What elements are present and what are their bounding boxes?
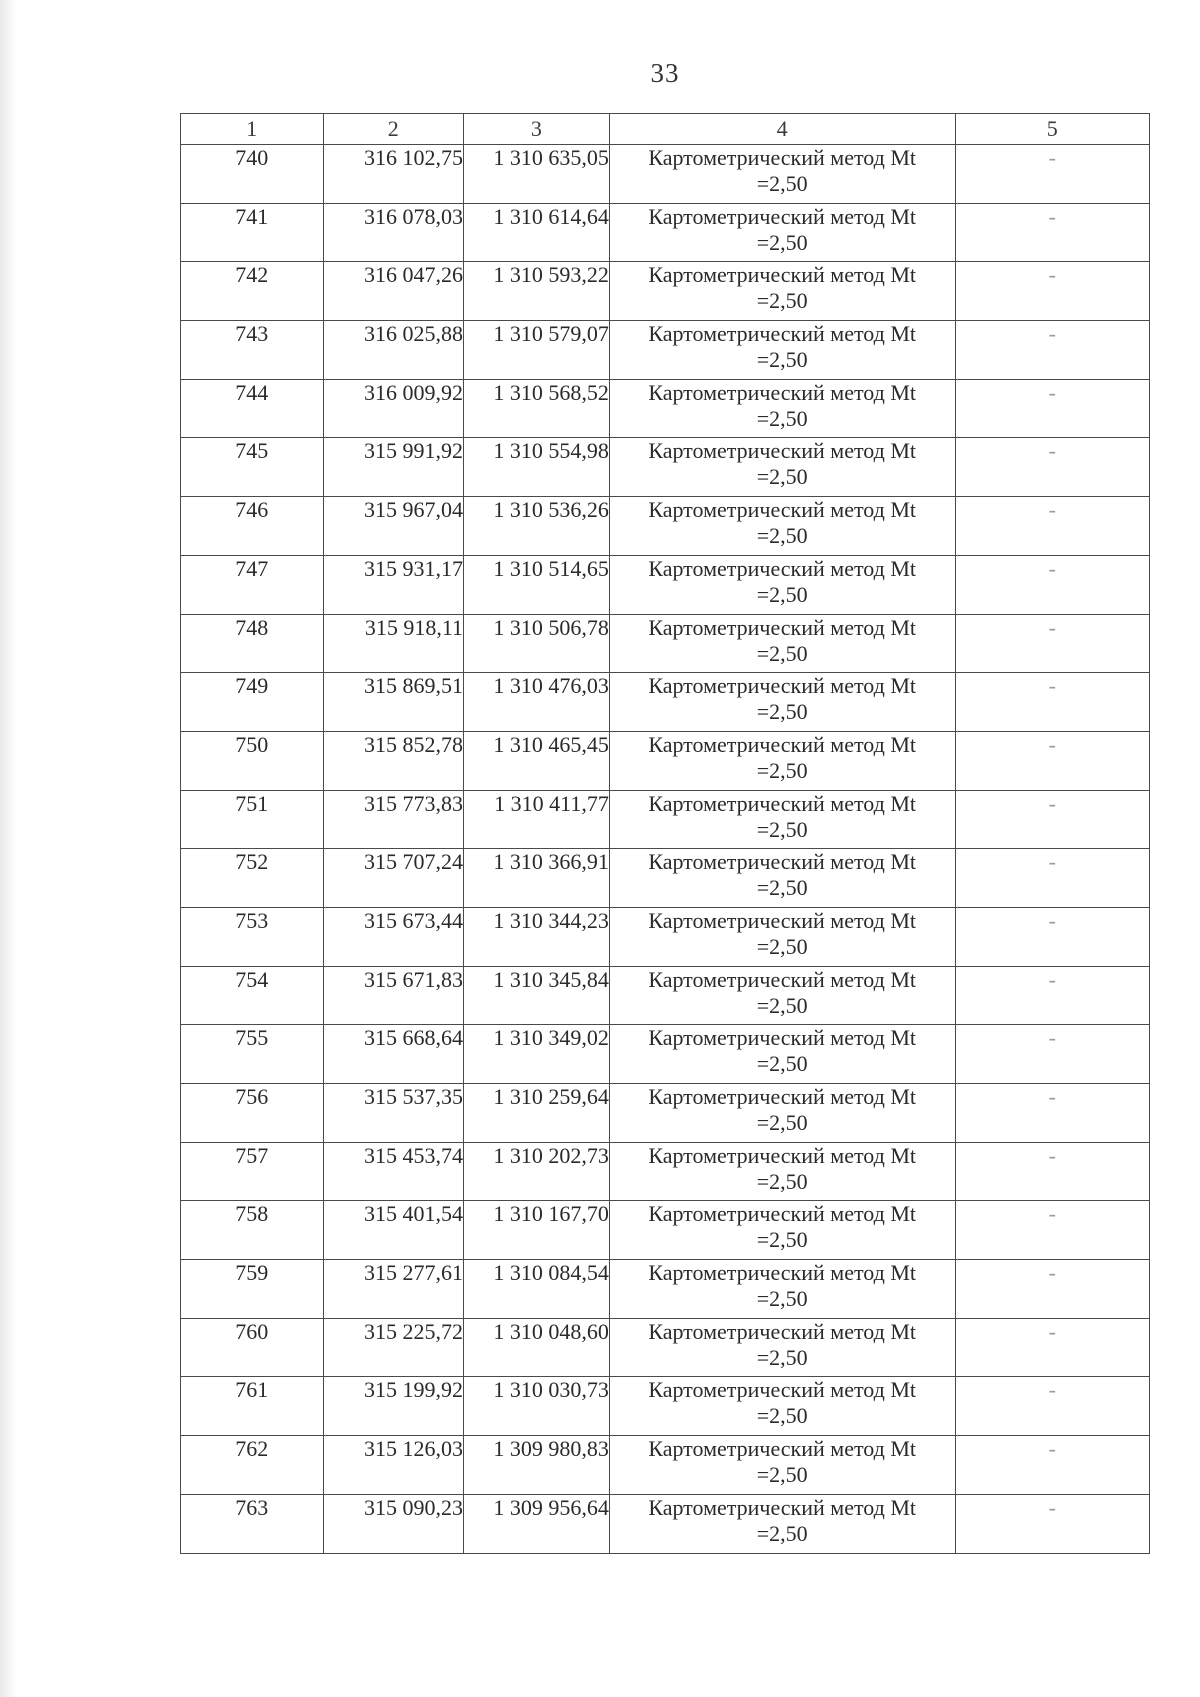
method-cell <box>609 849 955 908</box>
table-row <box>181 1025 1150 1084</box>
point-number-cell: 745 <box>181 438 324 497</box>
table-row <box>181 145 1150 204</box>
note-cell: - <box>955 1436 1149 1495</box>
point-number-cell: 743 <box>181 321 324 380</box>
method-cell <box>609 438 955 497</box>
y-coordinate-cell: 1 310 259,64 <box>464 1084 610 1143</box>
x-coordinate-cell: 316 047,26 <box>323 262 463 321</box>
note-cell: - <box>955 849 1149 908</box>
point-number-cell: 747 <box>181 555 324 614</box>
point-number-cell: 744 <box>181 379 324 438</box>
coordinates-table <box>180 113 1150 1554</box>
method-cell <box>609 497 955 556</box>
method-text: Картометрический метод Mt <box>648 731 917 757</box>
method-cell <box>609 1142 955 1201</box>
note-cell: - <box>955 907 1149 966</box>
x-coordinate-cell: 315 671,83 <box>323 966 463 1025</box>
table-row <box>181 907 1150 966</box>
y-coordinate-cell: 1 310 506,78 <box>464 614 610 673</box>
accuracy-value: =2,50 <box>756 992 808 1018</box>
point-number-cell: 741 <box>181 203 324 262</box>
method-cell <box>609 1025 955 1084</box>
y-coordinate-cell: 1 310 568,52 <box>464 379 610 438</box>
accuracy-value: =2,50 <box>756 933 808 959</box>
y-coordinate-cell: 1 310 366,91 <box>464 849 610 908</box>
accuracy-value: =2,50 <box>756 347 808 373</box>
point-number-cell: 751 <box>181 790 324 849</box>
table-row <box>181 1318 1150 1377</box>
table-row <box>181 438 1150 497</box>
method-text: Картометрический метод Mt <box>648 1142 917 1168</box>
x-coordinate-cell: 315 225,72 <box>323 1318 463 1377</box>
note-cell: - <box>955 497 1149 556</box>
point-number-cell: 748 <box>181 614 324 673</box>
x-coordinate-cell: 315 869,51 <box>323 673 463 732</box>
method-text: Картометрический метод Mt <box>648 907 917 933</box>
note-cell: - <box>955 1201 1149 1260</box>
accuracy-value: =2,50 <box>756 1403 808 1429</box>
method-cell <box>609 145 955 204</box>
table-row <box>181 1084 1150 1143</box>
x-coordinate-cell: 315 126,03 <box>323 1436 463 1495</box>
note-cell: - <box>955 321 1149 380</box>
point-number-cell: 763 <box>181 1494 324 1553</box>
table-header-row <box>181 114 1150 145</box>
y-coordinate-cell: 1 310 635,05 <box>464 145 610 204</box>
table-row <box>181 203 1150 262</box>
x-coordinate-cell: 315 277,61 <box>323 1260 463 1319</box>
note-cell: - <box>955 673 1149 732</box>
column-header-2: 2 <box>323 114 463 145</box>
x-coordinate-cell: 315 090,23 <box>323 1494 463 1553</box>
y-coordinate-cell: 1 310 476,03 <box>464 673 610 732</box>
x-coordinate-cell: 316 009,92 <box>323 379 463 438</box>
y-coordinate-cell: 1 310 465,45 <box>464 731 610 790</box>
accuracy-value: =2,50 <box>756 171 808 196</box>
y-coordinate-cell: 1 310 614,64 <box>464 203 610 262</box>
note-cell: - <box>955 555 1149 614</box>
y-coordinate-cell: 1 310 344,23 <box>464 907 610 966</box>
method-cell <box>609 262 955 321</box>
table-body <box>181 145 1150 1554</box>
method-cell <box>609 1201 955 1260</box>
table-row <box>181 1377 1150 1436</box>
method-text: Картометрический метод Mt <box>648 790 917 816</box>
x-coordinate-cell: 316 078,03 <box>323 203 463 262</box>
x-coordinate-cell: 315 668,64 <box>323 1025 463 1084</box>
table-row <box>181 966 1150 1025</box>
method-cell <box>609 1494 955 1553</box>
point-number-cell: 759 <box>181 1260 324 1319</box>
y-coordinate-cell: 1 310 593,22 <box>464 262 610 321</box>
y-coordinate-cell: 1 309 956,64 <box>464 1494 610 1553</box>
table-row <box>181 1142 1150 1201</box>
table-row <box>181 262 1150 321</box>
x-coordinate-cell: 315 918,11 <box>323 614 463 673</box>
x-coordinate-cell: 316 102,75 <box>323 145 463 204</box>
y-coordinate-cell: 1 310 030,73 <box>464 1377 610 1436</box>
accuracy-value: =2,50 <box>756 816 808 842</box>
table-row <box>181 555 1150 614</box>
y-coordinate-cell: 1 310 202,73 <box>464 1142 610 1201</box>
table-row <box>181 321 1150 380</box>
scan-edge-shadow <box>0 0 16 1697</box>
note-cell: - <box>955 790 1149 849</box>
method-cell <box>609 1377 955 1436</box>
point-number-cell: 753 <box>181 907 324 966</box>
table-row <box>181 1260 1150 1319</box>
method-cell <box>609 614 955 673</box>
method-text: Картометрический метод Mt <box>648 1260 917 1286</box>
x-coordinate-cell: 315 852,78 <box>323 731 463 790</box>
point-number-cell: 757 <box>181 1142 324 1201</box>
y-coordinate-cell: 1 310 514,65 <box>464 555 610 614</box>
table-row <box>181 614 1150 673</box>
method-text: Картометрический метод Mt <box>648 1318 917 1344</box>
point-number-cell: 760 <box>181 1318 324 1377</box>
method-text: Картометрический метод Mt <box>648 203 917 229</box>
accuracy-value: =2,50 <box>756 875 808 901</box>
note-cell: - <box>955 203 1149 262</box>
x-coordinate-cell: 315 773,83 <box>323 790 463 849</box>
method-text: Картометрический метод Mt <box>648 497 917 523</box>
method-cell <box>609 1260 955 1319</box>
accuracy-value: =2,50 <box>756 1168 808 1194</box>
method-text: Картометрический метод Mt <box>648 145 917 170</box>
accuracy-value: =2,50 <box>756 1344 808 1370</box>
method-text: Картометрический метод Mt <box>648 966 917 992</box>
note-cell: - <box>955 1084 1149 1143</box>
y-coordinate-cell: 1 310 349,02 <box>464 1025 610 1084</box>
note-cell: - <box>955 1318 1149 1377</box>
accuracy-value: =2,50 <box>756 523 808 549</box>
table-row <box>181 379 1150 438</box>
column-header-3: 3 <box>464 114 610 145</box>
method-text: Картометрический метод Mt <box>648 673 917 699</box>
method-cell <box>609 1436 955 1495</box>
table-row <box>181 1494 1150 1553</box>
note-cell: - <box>955 966 1149 1025</box>
table-row <box>181 497 1150 556</box>
accuracy-value: =2,50 <box>756 229 808 255</box>
accuracy-value: =2,50 <box>756 405 808 431</box>
x-coordinate-cell: 315 199,92 <box>323 1377 463 1436</box>
table-row <box>181 731 1150 790</box>
x-coordinate-cell: 315 931,17 <box>323 555 463 614</box>
y-coordinate-cell: 1 310 345,84 <box>464 966 610 1025</box>
y-coordinate-cell: 1 310 411,77 <box>464 790 610 849</box>
table-row <box>181 673 1150 732</box>
accuracy-value: =2,50 <box>756 1462 808 1488</box>
method-cell <box>609 203 955 262</box>
point-number-cell: 762 <box>181 1436 324 1495</box>
note-cell: - <box>955 438 1149 497</box>
accuracy-value: =2,50 <box>756 1227 808 1253</box>
point-number-cell: 754 <box>181 966 324 1025</box>
method-text: Картометрический метод Mt <box>648 849 917 875</box>
method-text: Картометрический метод Mt <box>648 1436 917 1462</box>
accuracy-value: =2,50 <box>756 640 808 666</box>
method-text: Картометрический метод Mt <box>648 1494 917 1520</box>
y-coordinate-cell: 1 310 084,54 <box>464 1260 610 1319</box>
point-number-cell: 740 <box>181 145 324 204</box>
method-text: Картометрический метод Mt <box>648 1377 917 1403</box>
note-cell: - <box>955 1260 1149 1319</box>
y-coordinate-cell: 1 310 579,07 <box>464 321 610 380</box>
point-number-cell: 746 <box>181 497 324 556</box>
table-row <box>181 790 1150 849</box>
y-coordinate-cell: 1 309 980,83 <box>464 1436 610 1495</box>
table-row <box>181 1201 1150 1260</box>
note-cell: - <box>955 379 1149 438</box>
point-number-cell: 742 <box>181 262 324 321</box>
x-coordinate-cell: 315 707,24 <box>323 849 463 908</box>
note-cell: - <box>955 731 1149 790</box>
y-coordinate-cell: 1 310 554,98 <box>464 438 610 497</box>
accuracy-value: =2,50 <box>756 288 808 314</box>
method-text: Картометрический метод Mt <box>648 1025 917 1051</box>
point-number-cell: 752 <box>181 849 324 908</box>
method-cell <box>609 673 955 732</box>
x-coordinate-cell: 315 453,74 <box>323 1142 463 1201</box>
method-cell <box>609 907 955 966</box>
note-cell: - <box>955 1142 1149 1201</box>
table-row <box>181 1436 1150 1495</box>
method-cell <box>609 1084 955 1143</box>
method-text: Картометрический метод Mt <box>648 321 917 347</box>
point-number-cell: 761 <box>181 1377 324 1436</box>
column-header-4: 4 <box>609 114 955 145</box>
method-text: Картометрический метод Mt <box>648 555 917 581</box>
accuracy-value: =2,50 <box>756 1286 808 1312</box>
accuracy-value: =2,50 <box>756 581 808 607</box>
accuracy-value: =2,50 <box>756 1110 808 1135</box>
method-text: Картометрический метод Mt <box>648 438 917 464</box>
accuracy-value: =2,50 <box>756 699 808 725</box>
method-cell <box>609 790 955 849</box>
table-row <box>181 849 1150 908</box>
method-text: Картометрический метод Mt <box>648 614 917 640</box>
accuracy-value: =2,50 <box>756 464 808 490</box>
x-coordinate-cell: 315 401,54 <box>323 1201 463 1260</box>
point-number-cell: 755 <box>181 1025 324 1084</box>
note-cell: - <box>955 1494 1149 1553</box>
x-coordinate-cell: 315 967,04 <box>323 497 463 556</box>
note-cell: - <box>955 1377 1149 1436</box>
y-coordinate-cell: 1 310 167,70 <box>464 1201 610 1260</box>
point-number-cell: 758 <box>181 1201 324 1260</box>
x-coordinate-cell: 315 991,92 <box>323 438 463 497</box>
column-header-1: 1 <box>181 114 324 145</box>
point-number-cell: 750 <box>181 731 324 790</box>
method-text: Картометрический метод Mt <box>648 262 917 288</box>
note-cell: - <box>955 145 1149 204</box>
point-number-cell: 749 <box>181 673 324 732</box>
method-cell <box>609 1318 955 1377</box>
column-header-5: 5 <box>955 114 1149 145</box>
accuracy-value: =2,50 <box>756 757 808 783</box>
y-coordinate-cell: 1 310 048,60 <box>464 1318 610 1377</box>
accuracy-value: =2,50 <box>756 1051 808 1077</box>
method-cell <box>609 321 955 380</box>
page-number: 33 <box>650 58 680 88</box>
point-number-cell: 756 <box>181 1084 324 1143</box>
method-cell <box>609 379 955 438</box>
x-coordinate-cell: 315 537,35 <box>323 1084 463 1143</box>
x-coordinate-cell: 315 673,44 <box>323 907 463 966</box>
method-cell <box>609 555 955 614</box>
method-cell <box>609 731 955 790</box>
note-cell: - <box>955 1025 1149 1084</box>
y-coordinate-cell: 1 310 536,26 <box>464 497 610 556</box>
x-coordinate-cell: 316 025,88 <box>323 321 463 380</box>
method-cell <box>609 966 955 1025</box>
method-text: Картометрический метод Mt <box>648 379 917 405</box>
accuracy-value: =2,50 <box>756 1520 808 1546</box>
method-text: Картометрический метод Mt <box>648 1084 917 1109</box>
note-cell: - <box>955 262 1149 321</box>
note-cell: - <box>955 614 1149 673</box>
method-text: Картометрический метод Mt <box>648 1201 917 1227</box>
